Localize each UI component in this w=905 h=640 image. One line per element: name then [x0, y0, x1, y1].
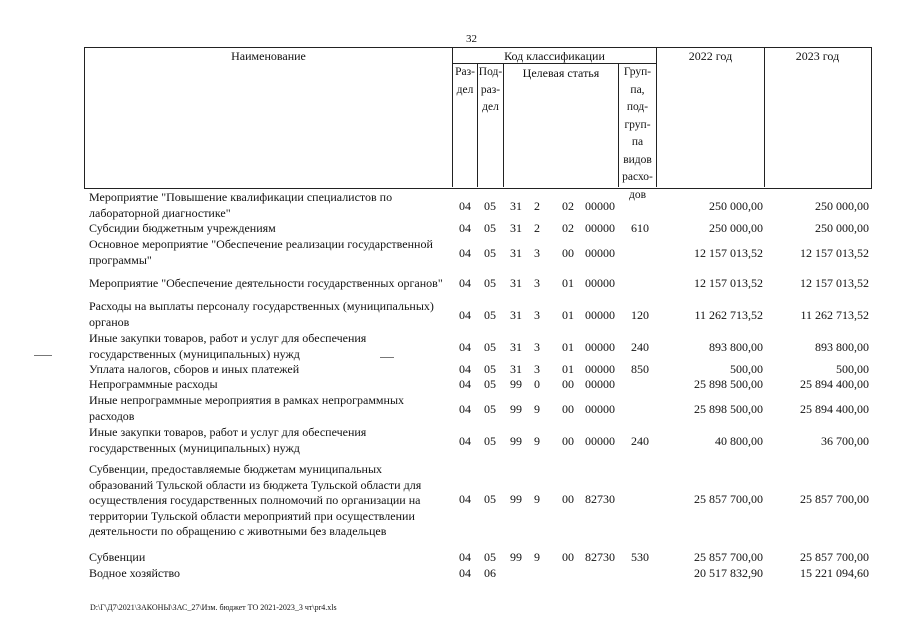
code-cell-d: 00000 — [585, 402, 615, 416]
code-cell-p: 05 — [484, 492, 496, 506]
code-cell-r: 04 — [459, 221, 471, 235]
code-cell-d: 82730 — [585, 492, 615, 506]
scan-mark — [34, 355, 52, 356]
amount-2022: 893 800,00 — [709, 340, 763, 354]
amount-2022: 25 857 700,00 — [694, 550, 763, 564]
row-name: Субвенции, предоставляемые бюджетам муниципальных образований Тульской области из бюджета Тульской области для осуществления государственных полномочий по организации на территории Тульской области мероприятий при осуществлении деятельности по обращению с животными без владельцев — [89, 462, 422, 538]
code-cell-d: 00000 — [585, 377, 615, 391]
code-cell-c: 02 — [562, 199, 574, 213]
code-cell-r: 04 — [459, 402, 471, 416]
code-cell-a: 31 — [510, 246, 522, 260]
code-cell-g: 850 — [631, 362, 649, 376]
code-cell-c: 02 — [562, 221, 574, 235]
code-cell-c: 00 — [562, 550, 574, 564]
code-cell-d: 82730 — [585, 550, 615, 564]
code-cell-r: 04 — [459, 434, 471, 448]
scan-mark — [380, 357, 394, 358]
row-name: Расходы на выплаты персоналу государственных (муниципальных) органов — [89, 299, 434, 329]
code-cell-a: 31 — [510, 199, 522, 213]
code-cell-p: 05 — [484, 550, 496, 564]
code-cell-r: 04 — [459, 340, 471, 354]
code-cell-g: 530 — [631, 550, 649, 564]
code-cell-b: 9 — [534, 550, 540, 564]
code-cell-p: 05 — [484, 434, 496, 448]
code-cell-b: 0 — [534, 377, 540, 391]
code-cell-b: 9 — [534, 402, 540, 416]
code-cell-c: 00 — [562, 246, 574, 260]
code-cell-r: 04 — [459, 308, 471, 322]
code-cell-g: 240 — [631, 340, 649, 354]
amount-2022: 12 157 013,52 — [694, 246, 763, 260]
amount-2023: 15 221 094,60 — [800, 566, 869, 580]
column-header-year-2022: 2022 год — [688, 49, 733, 63]
divider — [503, 64, 504, 187]
amount-2023: 25 894 400,00 — [800, 402, 869, 416]
row-name: Иные закупки товаров, работ и услуг для обеспечения государственных (муниципальных) нужд — [89, 425, 367, 455]
row-name: Субвенции — [89, 550, 146, 564]
code-cell-p: 05 — [484, 377, 496, 391]
code-cell-b: 9 — [534, 492, 540, 506]
amount-2023: 25 857 700,00 — [800, 550, 869, 564]
code-cell-a: 99 — [510, 434, 522, 448]
divider — [656, 47, 657, 187]
code-cell-a: 31 — [510, 340, 522, 354]
code-cell-c: 01 — [562, 308, 574, 322]
amount-2022: 12 157 013,52 — [694, 276, 763, 290]
column-header-name: Наименование — [231, 49, 306, 63]
code-cell-b: 3 — [534, 362, 540, 376]
amount-2023: 25 894 400,00 — [800, 377, 869, 391]
code-cell-a: 99 — [510, 492, 522, 506]
code-cell-c: 01 — [562, 362, 574, 376]
code-cell-b: 3 — [534, 308, 540, 322]
code-cell-b: 3 — [534, 276, 540, 290]
code-cell-c: 00 — [562, 434, 574, 448]
code-cell-a: 99 — [510, 550, 522, 564]
amount-2022: 250 000,00 — [709, 221, 763, 235]
code-cell-d: 00000 — [585, 362, 615, 376]
amount-2023: 250 000,00 — [815, 199, 869, 213]
code-cell-r: 04 — [459, 276, 471, 290]
code-cell-a: 31 — [510, 362, 522, 376]
code-cell-p: 05 — [484, 276, 496, 290]
code-cell-b: 2 — [534, 221, 540, 235]
code-cell-p: 05 — [484, 362, 496, 376]
code-cell-d: 00000 — [585, 276, 615, 290]
code-cell-a: 31 — [510, 308, 522, 322]
column-header-group: Груп- па, под- груп- па видов расхо- дов — [622, 66, 653, 201]
amount-2023: 500,00 — [836, 362, 869, 376]
amount-2022: 20 517 832,90 — [694, 566, 763, 580]
amount-2022: 25 898 500,00 — [694, 402, 763, 416]
row-name: Основное мероприятие "Обеспечение реализации государственной программы" — [89, 237, 433, 267]
row-name: Непрограммные расходы — [89, 377, 218, 391]
code-cell-p: 05 — [484, 402, 496, 416]
amount-2022: 40 800,00 — [715, 434, 763, 448]
code-cell-p: 05 — [484, 308, 496, 322]
amount-2022: 500,00 — [730, 362, 763, 376]
code-cell-r: 04 — [459, 566, 471, 580]
code-cell-r: 04 — [459, 362, 471, 376]
code-cell-b: 3 — [534, 340, 540, 354]
amount-2023: 36 700,00 — [821, 434, 869, 448]
code-cell-d: 00000 — [585, 246, 615, 260]
file-path: D:\Г\Д7\2021\ЗАКОНЫ\ЗАС_27\Изм. бюджет ТО 2021-2023_3 чт\pr4.xls — [90, 603, 337, 612]
code-cell-d: 00000 — [585, 434, 615, 448]
code-cell-c: 00 — [562, 402, 574, 416]
code-cell-c: 01 — [562, 340, 574, 354]
code-cell-c: 00 — [562, 377, 574, 391]
column-header-year-2023: 2023 год — [795, 49, 840, 63]
code-cell-d: 00000 — [585, 308, 615, 322]
amount-2022: 250 000,00 — [709, 199, 763, 213]
code-cell-a: 31 — [510, 276, 522, 290]
code-cell-r: 04 — [459, 492, 471, 506]
code-cell-c: 01 — [562, 276, 574, 290]
code-cell-p: 05 — [484, 246, 496, 260]
code-cell-p: 05 — [484, 340, 496, 354]
code-cell-d: 00000 — [585, 199, 615, 213]
code-cell-a: 99 — [510, 402, 522, 416]
code-cell-p: 05 — [484, 221, 496, 235]
code-cell-r: 04 — [459, 199, 471, 213]
row-name: Мероприятие "Обеспечение деятельности государственных органов" — [89, 276, 443, 290]
code-cell-p: 06 — [484, 566, 496, 580]
code-cell-d: 00000 — [585, 221, 615, 235]
code-cell-g: 610 — [631, 221, 649, 235]
amount-2022: 11 262 713,52 — [694, 308, 763, 322]
code-cell-g: 120 — [631, 308, 649, 322]
code-cell-c: 00 — [562, 492, 574, 506]
code-cell-g: 240 — [631, 434, 649, 448]
code-cell-p: 05 — [484, 199, 496, 213]
row-name: Иные непрограммные мероприятия в рамках непрограммных расходов — [89, 393, 405, 423]
code-cell-r: 04 — [459, 377, 471, 391]
code-cell-b: 3 — [534, 246, 540, 260]
column-header-target: Целевая статья — [522, 66, 600, 80]
page-number: 32 — [466, 33, 477, 45]
code-cell-r: 04 — [459, 550, 471, 564]
code-cell-a: 31 — [510, 221, 522, 235]
row-name: Иные закупки товаров, работ и услуг для обеспечения государственных (муниципальных) нужд — [89, 331, 367, 361]
row-name: Уплата налогов, сборов и иных платежей — [89, 362, 300, 376]
row-name: Субсидии бюджетным учреждениям — [89, 221, 276, 235]
column-header-code: Код классификации — [504, 49, 605, 63]
amount-2023: 250 000,00 — [815, 221, 869, 235]
amount-2023: 893 800,00 — [815, 340, 869, 354]
column-header-podrazdel: Под- раз- дел — [478, 66, 503, 113]
amount-2022: 25 898 500,00 — [694, 377, 763, 391]
amount-2022: 25 857 700,00 — [694, 492, 763, 506]
amount-2023: 12 157 013,52 — [800, 276, 869, 290]
code-cell-b: 2 — [534, 199, 540, 213]
row-name: Мероприятие "Повышение квалификации специалистов по лабораторной диагностике" — [89, 190, 393, 220]
code-cell-a: 99 — [510, 377, 522, 391]
column-header-razdel: Раз- дел — [455, 66, 475, 96]
code-cell-b: 9 — [534, 434, 540, 448]
code-cell-r: 04 — [459, 246, 471, 260]
amount-2023: 12 157 013,52 — [800, 246, 869, 260]
amount-2023: 25 857 700,00 — [800, 492, 869, 506]
row-name: Водное хозяйство — [89, 566, 181, 580]
code-cell-d: 00000 — [585, 340, 615, 354]
divider — [764, 47, 765, 187]
amount-2023: 11 262 713,52 — [800, 308, 869, 322]
